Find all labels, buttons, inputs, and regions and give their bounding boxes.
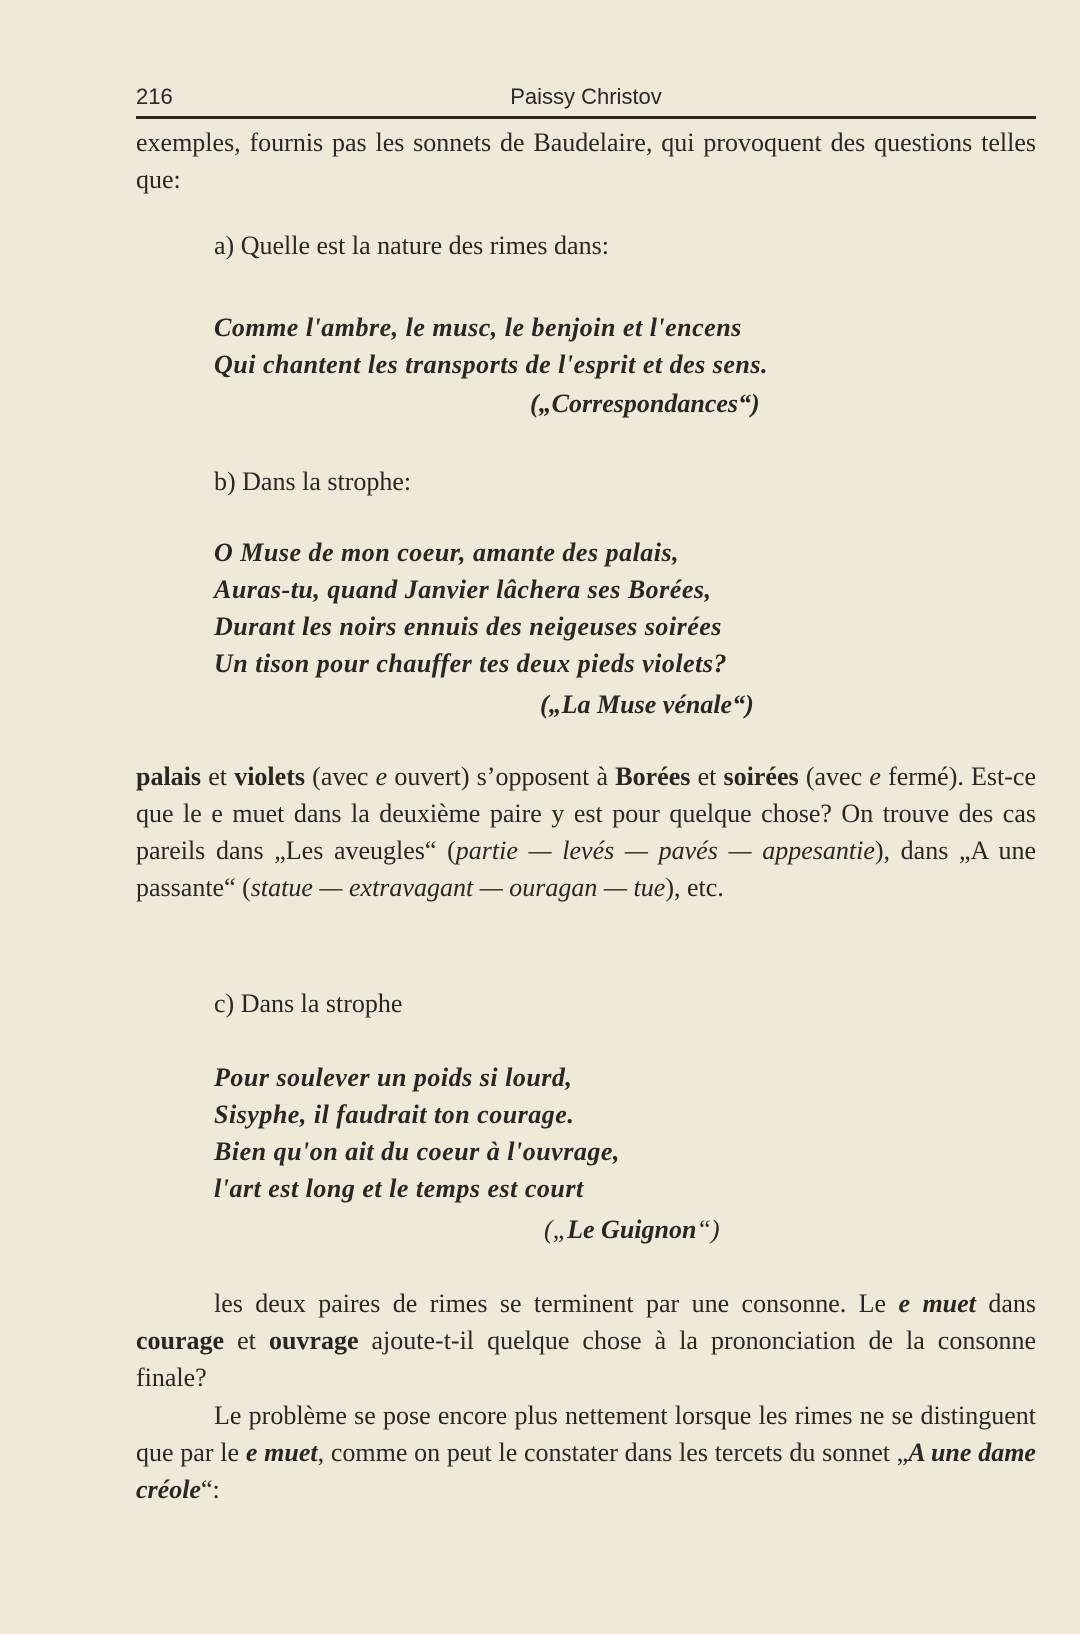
verse-line: Durant les noirs ennuis des neigeuses soirées: [214, 612, 722, 641]
rhyme-word: Borées: [615, 762, 691, 791]
verse-line: Pour soulever un poids si lourd,: [214, 1063, 573, 1092]
paragraph-vowels: palais et violets (avec e ouvert) s’opposent à Borées et soirées (avec e fermé). Est-ce que le e muet dans la deuxième paire y est pour quelque chose? On trouve des cas pareils dans „Les aveugles“ (partie — levés — pavés — appesantie), dans „A une passante“ (statue — extravagant — ouragan — tue), etc.: [136, 762, 1037, 902]
quote-c: [214, 1059, 620, 1207]
paragraph-consonant: les deux paires de rimes se terminent par une consonne. Le e muet dans courage et ouvrage ajoute-t-il quelque chose à la prononciation de la consonne finale?: [136, 1289, 1037, 1392]
rhyme-word: violets: [234, 762, 305, 791]
running-title: Paissy Christov: [510, 84, 662, 109]
verse-line: Bien qu'on ait du coeur à l'ouvrage,: [214, 1137, 620, 1166]
quote-a: [214, 309, 768, 383]
verse-line: O Muse de mon coeur, amante des palais,: [214, 538, 680, 567]
rhyme-word: soirées: [723, 762, 799, 791]
question-a-label: a) Quelle est la nature des rimes dans:: [214, 231, 609, 260]
rhyme-word: courage: [136, 1326, 225, 1355]
page-number: 216: [136, 84, 173, 109]
paragraph-intro: exemples, fournis pas les sonnets de Baudelaire, qui provoquent des questions telles que:: [136, 128, 1036, 194]
question-c-label: c) Dans la strophe: [214, 989, 403, 1018]
rhyme-word: ouvrage: [268, 1326, 359, 1355]
rhyme-word: palais: [136, 762, 202, 791]
quote-c-source: („Le Guignon“): [544, 1215, 720, 1244]
question-b-label: b) Dans la strophe:: [214, 467, 412, 496]
rhyme-list: partie — levés — pavés — appesantie: [455, 836, 875, 865]
verse-line: Un tison pour chauffer tes deux pieds violets?: [214, 649, 727, 678]
rhyme-list: statue — extravagant — ouragan — tue: [250, 873, 666, 902]
verse-line: Comme l'ambre, le musc, le benjoin et l'encens: [214, 313, 742, 342]
verse-line: Qui chantent les transports de l'esprit et des sens.: [214, 350, 768, 379]
verse-line: Sisyphe, il faudrait ton courage.: [214, 1100, 575, 1129]
paragraph-problem: Le problème se pose encore plus nettement lorsque les rimes ne se distinguent que par le e muet, comme on peut le constater dans les tercets du sonnet „A une dame créole“:: [136, 1401, 1036, 1504]
verse-line: l'art est long et le temps est court: [214, 1174, 584, 1203]
quote-a-source: („Correspondances“): [530, 389, 760, 418]
quote-b-source: („La Muse vénale“): [540, 690, 754, 719]
quote-b: [214, 534, 727, 682]
running-head: [136, 84, 1036, 119]
verse-line: Auras-tu, quand Janvier lâchera ses Borées,: [214, 575, 712, 604]
